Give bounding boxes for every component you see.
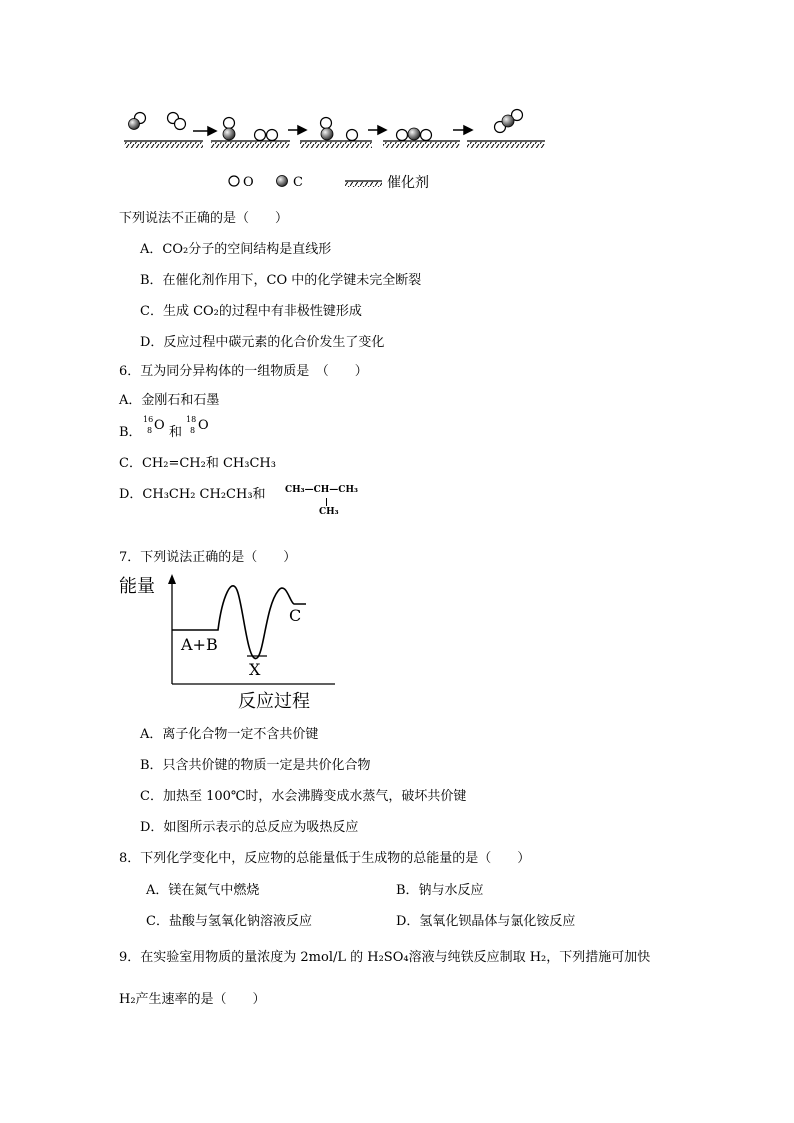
legend-catalyst-label: 催化剂: [387, 175, 429, 191]
q8-option-a: A．镁在氮气中燃烧: [146, 883, 260, 898]
q6-stem: 6．互为同分异构体的一组物质是 （ ）: [119, 364, 368, 379]
q6-option-d: D．CH₃CH₂ CH₂CH₃和: [119, 487, 266, 502]
stage-2: [223, 118, 278, 141]
legend: [229, 174, 429, 191]
stage-3: [321, 118, 358, 141]
legend-c-icon: [277, 176, 288, 187]
intermediate-label: X: [249, 660, 261, 679]
catalyst-surfaces: [124, 141, 545, 148]
q7-option-a: A．离子化合物一定不含共价键: [140, 727, 319, 742]
q5-option-d: D．反应过程中碳元素的化合价发生了变化: [140, 335, 385, 350]
isotope-2-element: O: [198, 418, 209, 433]
q6-option-a: A．金刚石和石墨: [119, 393, 220, 408]
isotope-1-element: O: [154, 418, 165, 433]
isotope-1-number: 8: [147, 426, 153, 435]
q6-option-c: C．CH₂=CH₂和 CH₃CH₃: [119, 456, 276, 471]
q8-option-d: D．氢氧化钡晶体与氯化铵反应: [396, 914, 576, 929]
catalyst-reaction-figure: [0, 0, 794, 200]
energy-axis-label: 能量: [119, 576, 155, 597]
q9-line-2: H₂产生速率的是（ ）: [119, 992, 266, 1007]
q5-stem: 下列说法不正确的是（ ）: [119, 211, 289, 226]
isotope-and: 和: [169, 425, 183, 440]
q5-option-b: B．在催化剂作用下，CO 中的化学键未完全断裂: [140, 273, 422, 288]
isotope-2-mass: 18: [186, 415, 197, 424]
stage-4: [397, 128, 432, 141]
reactants-label: A+B: [181, 635, 218, 654]
product-label: C: [289, 606, 302, 625]
q9-line-1: 9．在实验室用物质的量浓度为 2mol/L 的 H₂SO₄溶液与纯铁反应制取 H₂，下列措施可加快: [119, 950, 651, 965]
q6-option-b-label: B．: [119, 425, 142, 440]
energy-diagram: [110, 568, 350, 713]
q5-option-a: A．CO₂分子的空间结构是直线形: [140, 242, 332, 257]
legend-o-icon: [229, 176, 239, 186]
q7-option-d: D．如图所示表示的总反应为吸热反应: [140, 820, 359, 835]
q8-stem: 8．下列化学变化中，反应物的总能量低于生成物的总能量的是（ ）: [119, 851, 531, 866]
isobutane-branch: CH₃: [319, 507, 339, 517]
isobutane-bond: [326, 498, 327, 506]
isotope-1-mass: 16: [143, 415, 154, 424]
isobutane-structure: [285, 485, 385, 521]
legend-c-label: C: [293, 175, 303, 190]
q8-option-c: C．盐酸与氢氧化钠溶液反应: [146, 914, 312, 929]
q7-option-b: B．只含共价键的物质一定是共价化合物: [140, 758, 371, 773]
q8-option-b: B．钠与水反应: [396, 883, 484, 898]
isotope-2-number: 8: [190, 426, 196, 435]
q7-option-c: C．加热至 100℃时，水会沸腾变成水蒸气，破坏共价键: [140, 789, 467, 804]
q5-option-c: C．生成 CO₂的过程中有非极性键形成: [140, 304, 362, 319]
legend-o-label: O: [243, 175, 254, 190]
reaction-progress-label: 反应过程: [238, 691, 310, 712]
q7-stem: 7．下列说法正确的是（ ）: [119, 550, 297, 565]
stage-1: [129, 113, 186, 130]
stage-5: [495, 110, 523, 133]
isobutane-main-chain: CH₃—CH—CH₃: [285, 485, 358, 495]
